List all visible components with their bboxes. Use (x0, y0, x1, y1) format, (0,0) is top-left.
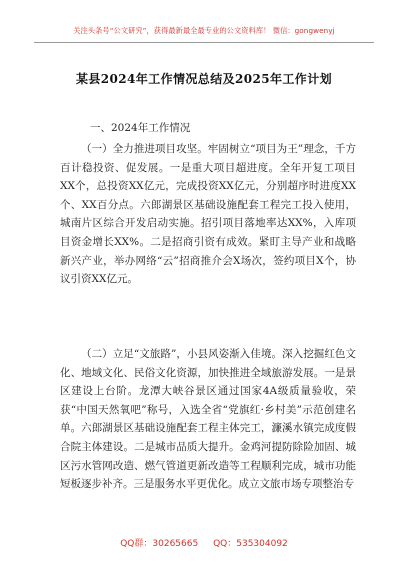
promo-banner: 关注头条号“公文研究”，获得最新最全最专业的公文资料库！ 微信：gongwenyj (73, 26, 335, 35)
header-divider (34, 42, 374, 43)
qq-group-number: QQ群：30265665 (120, 539, 199, 549)
qq-number: QQ：535304092 (213, 539, 288, 549)
section-heading: 一、2024年工作情况 (90, 122, 191, 134)
footer-contact (0, 536, 408, 549)
paragraph-culture-tourism: （二）立足“文旅路”，小县风姿渐入佳境。深入挖掘红色文化、地域文化、民俗文化资源，加快推进全域旅游发展。一是景区建设上台阶。龙潭大峡谷景区通过国家4A级质量验收，荣获“中国天然氧吧”称号，入选全省“党旗红·乡村美”示范创建名单。六郎湖景区基础设施配套工程主体完工，濂溪水镇完成度假合院主体建设。二是城市品质大提升。金鸡河提防除险加固、城区污水管网改造、燃气管道更新改造等工程顺利完成，城市功能短板逐步补齐。三是服务水平更优化。成立文旅市场专项整治专 (60, 348, 356, 491)
document-title: 某县2024年工作情况总结及2025年工作计划 (76, 72, 332, 86)
paragraph-project-push: （一）全力推进项目攻坚。牢固树立“项目为王”理念，千方百计稳投资、促发展。一是重大项目超进度。全年开复工项目XX个，总投资XX亿元，完成投资XX亿元，分别超序时进度XX个、XX百分点。六郎湖景区基础设施配套工程完工投入使用，城南片区综合开发启动实施。招引项目落地率达XX%，入库项目资金增长XX%。二是招商引资有成效。紧盯主导产业和战略新兴产业，举办网络“云”招商推介会X场次，签约项目X个，协议引资XX亿元。 (60, 143, 356, 286)
